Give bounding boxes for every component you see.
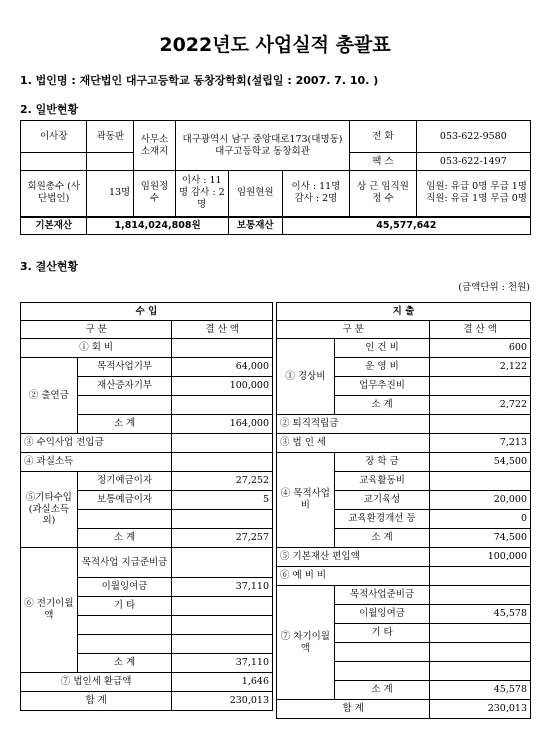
income-contrib: ② 출연금 <box>21 358 78 434</box>
corp-tax-amount: 7,213 <box>430 434 531 453</box>
op-subtotal-label: 소 계 <box>334 396 430 415</box>
income-table <box>20 302 273 711</box>
asset-transfer-amount: 100,000 <box>430 548 531 567</box>
other-subtotal-amount: 27,257 <box>172 529 273 548</box>
next-subtotal-amount: 45,578 <box>430 681 531 700</box>
expense-purpose: ④ 목적사업비 <box>277 453 335 548</box>
asset-label: 기본재산 <box>21 217 87 235</box>
fax-label: 팩 스 <box>350 153 416 171</box>
contrib-purpose-amount: 64,000 <box>172 358 273 377</box>
next-surplus-amount: 45,578 <box>430 605 531 624</box>
contrib-asset-label: 재산증자기부 <box>77 377 172 396</box>
edu-activity-label: 교육활동비 <box>334 472 430 491</box>
expense-asset-transfer: ⑤ 기본재산 편입액 <box>277 548 430 567</box>
next-surplus-label: 이월잉여금 <box>334 605 430 624</box>
other-subtotal-label: 소 계 <box>77 529 172 548</box>
edu-env-label: 교육환경개선 등 <box>334 510 430 529</box>
quota-value: 이사 : 11명 감사 : 2명 <box>175 171 228 217</box>
expense-reserve: ⑥ 예 비 비 <box>277 567 430 586</box>
income-overdraft: ④ 과실소득 <box>21 453 172 472</box>
phone-value: 053-622-9580 <box>416 121 530 153</box>
edu-env-amount: 0 <box>430 510 531 529</box>
expense-total-label: 합 계 <box>277 700 430 719</box>
quota-label: 임원정수 <box>134 171 176 217</box>
personnel-label: 인 건 비 <box>334 339 430 358</box>
running-label: 운 영 비 <box>334 358 430 377</box>
other-savings-amount: 5 <box>172 491 273 510</box>
op-subtotal-amount: 2,722 <box>430 396 531 415</box>
scholarship-label: 장 학 금 <box>334 453 430 472</box>
office-address: 대구광역시 남구 중앙대로173(대명동) 대구고등학교 동창회관 <box>175 121 349 171</box>
personnel-amount: 600 <box>430 339 531 358</box>
expense-table <box>276 302 531 719</box>
carry-subtotal-label: 소 계 <box>77 654 172 673</box>
section-general: 2. 일반현황 <box>20 103 79 116</box>
teacher-label: 교기육성 <box>334 491 430 510</box>
scholarship-amount: 54,500 <box>430 453 531 472</box>
purpose-subtotal-amount: 74,500 <box>430 529 531 548</box>
members-value: 13명 <box>87 171 134 217</box>
fax-value: 053-622-1497 <box>416 153 530 171</box>
general-table <box>20 120 531 235</box>
other-deposit-label: 정기예금이자 <box>77 472 172 491</box>
carry-surplus-label: 이월잉여금 <box>77 578 172 597</box>
income-carry: ⑥ 전기이월액 <box>21 548 78 673</box>
expense-total-amount: 230,013 <box>430 700 531 719</box>
income-col-category: 구 분 <box>21 321 172 339</box>
expense-retire: ② 퇴직적립금 <box>277 415 430 434</box>
teacher-amount: 20,000 <box>430 491 531 510</box>
asset-value: 1,814,024,808원 <box>87 217 228 235</box>
income-col-amount: 결 산 액 <box>172 321 273 339</box>
section-corporation: 1. 법인명 : 재단법인 대구고등학교 동창장학회(설립일 : 2007. 7. 10. ) <box>20 74 379 87</box>
income-tax-refund: ⑦ 법인세 환급액 <box>21 673 172 692</box>
current-value: 이사 : 11명 감사 : 2명 <box>282 171 350 217</box>
income-membership: ① 회 비 <box>21 339 172 358</box>
income-total-label: 합 계 <box>21 692 172 711</box>
carry-surplus-amount: 37,110 <box>172 578 273 597</box>
next-subtotal-label: 소 계 <box>334 681 430 700</box>
expense-col-category: 구 분 <box>277 321 430 339</box>
section-settlement: 3. 결산현황 <box>20 260 79 273</box>
contrib-purpose-label: 목적사업기부 <box>77 358 172 377</box>
expense-header: 지 출 <box>277 303 531 321</box>
promotion-label: 업무추진비 <box>334 377 430 396</box>
contrib-subtotal-label: 소 계 <box>77 415 172 434</box>
other-savings-label: 보통예금이자 <box>77 491 172 510</box>
income-header: 수 입 <box>21 303 273 321</box>
expense-col-amount: 결 산 액 <box>430 321 531 339</box>
purpose-subtotal-label: 소 계 <box>334 529 430 548</box>
carry-etc-label: 기 타 <box>77 597 172 616</box>
running-amount: 2,122 <box>430 358 531 377</box>
tax-refund-amount: 1,646 <box>172 673 273 692</box>
office-label: 사무소 소재지 <box>134 121 176 171</box>
members-label: 회원총수 (사단법인) <box>21 171 87 217</box>
contrib-asset-amount: 100,000 <box>172 377 273 396</box>
staff-value: 임원: 유급 0명 무급 1명 직원: 유급 1명 무급 0명 <box>416 171 530 217</box>
current-label: 임원현원 <box>228 171 282 217</box>
chair-value: 곽동판 <box>87 121 134 153</box>
ordinary-value: 45,577,642 <box>282 217 530 235</box>
income-other: ⑤기타수입 (과실소득외) <box>21 472 78 548</box>
next-reserve-label: 목적사업준비금 <box>334 586 430 605</box>
carry-reserve-label: 목적사업 지급준비금 <box>77 548 172 578</box>
carry-subtotal-amount: 37,110 <box>172 654 273 673</box>
next-etc-label: 기 타 <box>334 624 430 643</box>
expense-operating: ① 경상비 <box>277 339 335 415</box>
income-total-amount: 230,013 <box>172 692 273 711</box>
phone-label: 전 화 <box>350 121 416 153</box>
staff-label: 상 근 임직원 정 수 <box>350 171 416 217</box>
expense-corp-tax: ③ 법 인 세 <box>277 434 430 453</box>
expense-next: ⑦ 차기이월액 <box>277 586 335 700</box>
page-title: 2022년도 사업실적 총괄표 <box>159 34 391 56</box>
ordinary-label: 보통재산 <box>228 217 282 235</box>
other-deposit-amount: 27,252 <box>172 472 273 491</box>
contrib-subtotal-amount: 164,000 <box>172 415 273 434</box>
unit-note: (금액단위 : 천원) <box>458 282 530 293</box>
income-business: ③ 수익사업 전입금 <box>21 434 172 453</box>
chair-label: 이사장 <box>21 121 87 153</box>
